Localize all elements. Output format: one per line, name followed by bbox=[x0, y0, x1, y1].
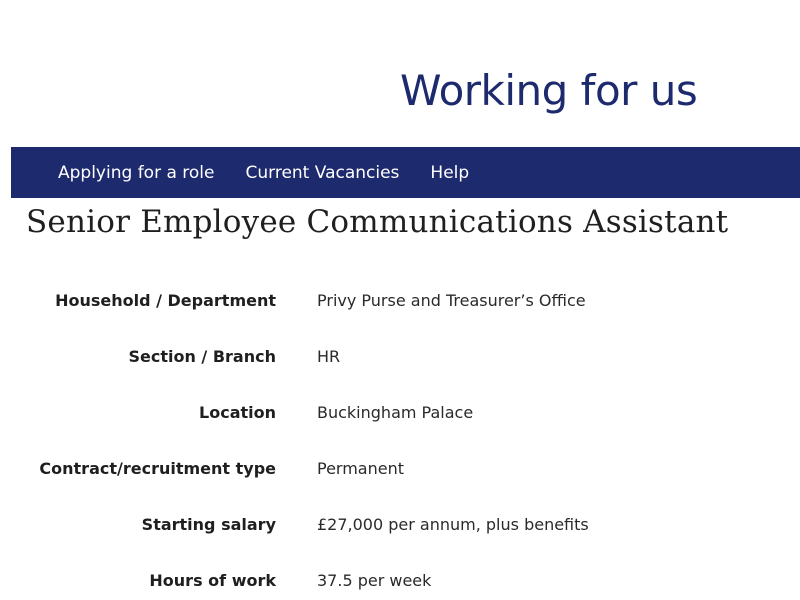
detail-label: Location bbox=[199, 402, 276, 422]
detail-row-department bbox=[0, 272, 800, 328]
detail-row-starting-salary bbox=[0, 496, 800, 552]
main-nav bbox=[11, 147, 800, 198]
nav-link-help[interactable]: Help bbox=[430, 162, 470, 183]
job-details-list bbox=[0, 272, 800, 600]
detail-value: Privy Purse and Treasurer’s Office bbox=[317, 290, 586, 310]
nav-link-applying-for-a-role[interactable]: Applying for a role bbox=[58, 162, 215, 183]
detail-row-section bbox=[0, 328, 800, 384]
detail-row-contract-type bbox=[0, 440, 800, 496]
detail-value: £27,000 per annum, plus benefits bbox=[317, 514, 589, 534]
detail-value: HR bbox=[317, 346, 341, 366]
detail-label: Section / Branch bbox=[128, 346, 276, 366]
detail-label: Household / Department bbox=[55, 290, 276, 310]
detail-value: Buckingham Palace bbox=[317, 402, 474, 422]
detail-label: Starting salary bbox=[141, 514, 276, 534]
detail-value: Permanent bbox=[317, 458, 405, 478]
detail-label: Hours of work bbox=[149, 570, 276, 590]
detail-row-location bbox=[0, 384, 800, 440]
job-title: Senior Employee Communications Assistant bbox=[26, 204, 729, 240]
site-title: Working for us bbox=[400, 66, 698, 115]
detail-row-hours-of-work bbox=[0, 552, 800, 600]
nav-link-current-vacancies[interactable]: Current Vacancies bbox=[245, 162, 400, 183]
detail-value: 37.5 per week bbox=[317, 570, 432, 590]
detail-label: Contract/recruitment type bbox=[39, 458, 276, 478]
